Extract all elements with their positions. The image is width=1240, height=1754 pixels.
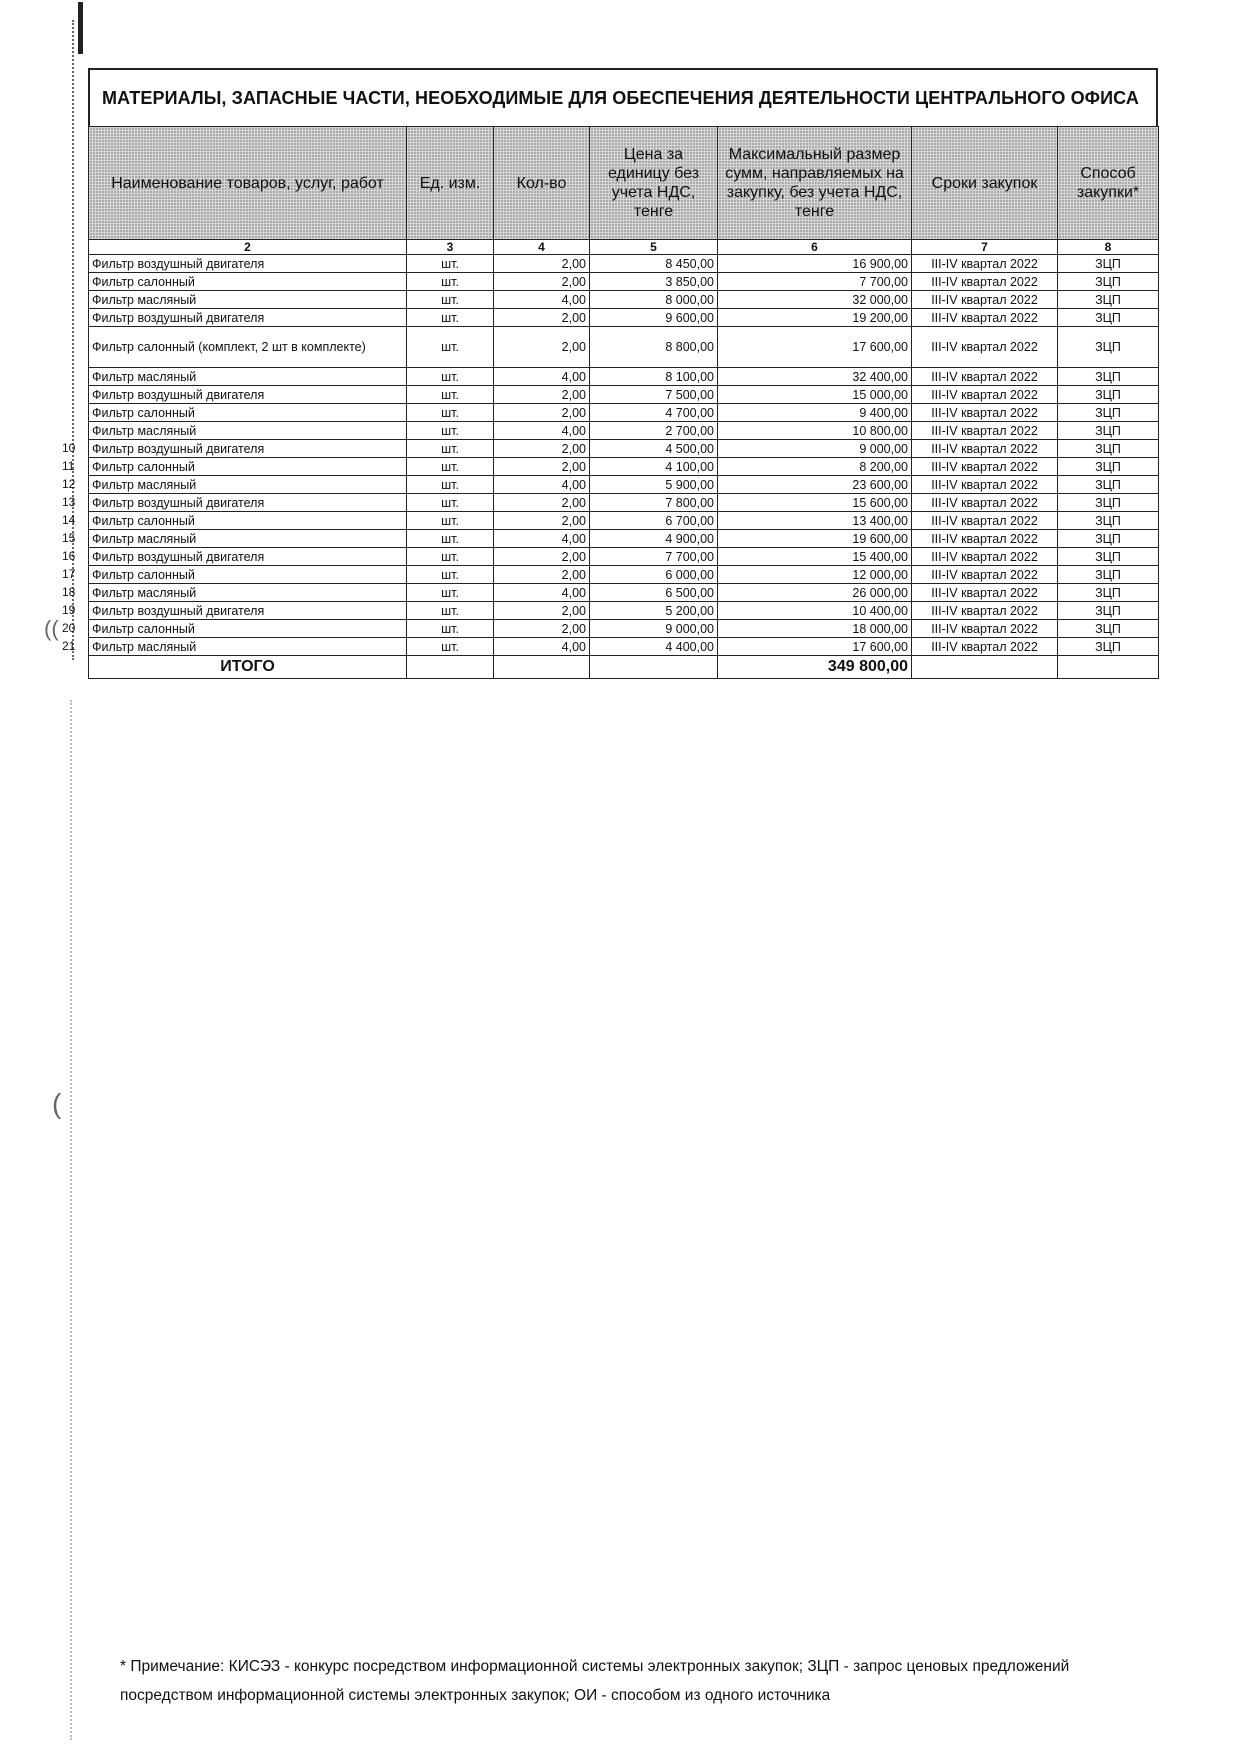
row-price: 6 500,00	[590, 584, 718, 602]
row-qty: 2,00	[494, 566, 590, 584]
row-index-margin: 11	[62, 458, 75, 473]
row-method: ЗЦП	[1058, 309, 1159, 327]
row-price: 6 000,00	[590, 566, 718, 584]
row-sum: 9 000,00	[718, 440, 912, 458]
row-sum: 18 000,00	[718, 620, 912, 638]
row-term: III-IV квартал 2022	[912, 530, 1058, 548]
row-name: Фильтр салонный	[89, 273, 407, 291]
col-number: 3	[407, 240, 494, 255]
row-index-margin: 19	[62, 602, 76, 617]
total-empty-cell	[590, 656, 718, 679]
row-qty: 4,00	[494, 584, 590, 602]
row-unit: шт.	[407, 584, 494, 602]
row-qty: 4,00	[494, 291, 590, 309]
row-name: Фильтр салонный (комплект, 2 шт в комплекте)	[89, 327, 407, 368]
procurement-table-block	[88, 68, 1158, 679]
row-sum: 15 000,00	[718, 386, 912, 404]
row-method: ЗЦП	[1058, 584, 1159, 602]
row-index-margin: 17	[62, 566, 76, 581]
table-row	[89, 386, 1159, 404]
total-sum: 349 800,00	[718, 656, 912, 679]
row-method: ЗЦП	[1058, 291, 1159, 309]
total-empty-cell	[494, 656, 590, 679]
row-name: Фильтр масляный	[89, 291, 407, 309]
row-qty: 4,00	[494, 368, 590, 386]
total-empty-cell	[912, 656, 1058, 679]
table-row	[89, 530, 1159, 548]
procurement-table	[88, 126, 1159, 679]
row-method: ЗЦП	[1058, 255, 1159, 273]
col-header-price: Цена за единицу без учета НДС, тенге	[590, 127, 718, 240]
row-qty: 2,00	[494, 458, 590, 476]
row-unit: шт.	[407, 368, 494, 386]
row-sum: 9 400,00	[718, 404, 912, 422]
table-row	[89, 458, 1159, 476]
row-price: 5 200,00	[590, 602, 718, 620]
row-method: ЗЦП	[1058, 327, 1159, 368]
row-term: III-IV квартал 2022	[912, 476, 1058, 494]
table-row	[89, 494, 1159, 512]
row-price: 4 400,00	[590, 638, 718, 656]
row-term: III-IV квартал 2022	[912, 291, 1058, 309]
row-term: III-IV квартал 2022	[912, 404, 1058, 422]
total-row	[89, 656, 1159, 679]
row-name: Фильтр воздушный двигателя	[89, 548, 407, 566]
row-unit: шт.	[407, 512, 494, 530]
scan-left-edge-lower	[70, 700, 74, 1740]
row-term: III-IV квартал 2022	[912, 602, 1058, 620]
row-sum: 16 900,00	[718, 255, 912, 273]
row-price: 4 100,00	[590, 458, 718, 476]
total-label: ИТОГО	[89, 656, 407, 679]
table-header-row	[89, 127, 1159, 240]
row-term: III-IV квартал 2022	[912, 386, 1058, 404]
row-sum: 19 200,00	[718, 309, 912, 327]
row-price: 4 700,00	[590, 404, 718, 422]
row-method: ЗЦП	[1058, 404, 1159, 422]
table-row	[89, 548, 1159, 566]
row-unit: шт.	[407, 386, 494, 404]
row-sum: 17 600,00	[718, 327, 912, 368]
footnote: * Примечание: КИСЭЗ - конкурс посредством информационной системы электронных закупок; ЗЦП - запрос ценовых предложений посредством информационной системы электронных закупок; ОИ - способом из одного источника	[120, 1658, 1070, 1704]
row-unit: шт.	[407, 494, 494, 512]
row-qty: 4,00	[494, 476, 590, 494]
row-unit: шт.	[407, 327, 494, 368]
row-qty: 2,00	[494, 309, 590, 327]
row-index-margin: 12	[62, 476, 76, 491]
col-header-qty: Кол-во	[494, 127, 590, 240]
col-header-max-sum: Максимальный размер сумм, направляемых на закупку, без учета НДС, тенге	[718, 127, 912, 240]
row-name: Фильтр масляный	[89, 476, 407, 494]
row-unit: шт.	[407, 309, 494, 327]
row-qty: 4,00	[494, 422, 590, 440]
row-method: ЗЦП	[1058, 566, 1159, 584]
row-method: ЗЦП	[1058, 368, 1159, 386]
row-name: Фильтр воздушный двигателя	[89, 602, 407, 620]
col-header-term: Сроки закупок	[912, 127, 1058, 240]
row-unit: шт.	[407, 422, 494, 440]
row-unit: шт.	[407, 566, 494, 584]
row-qty: 4,00	[494, 638, 590, 656]
col-number: 8	[1058, 240, 1159, 255]
row-unit: шт.	[407, 440, 494, 458]
table-row	[89, 638, 1159, 656]
row-term: III-IV квартал 2022	[912, 638, 1058, 656]
row-term: III-IV квартал 2022	[912, 512, 1058, 530]
table-row	[89, 309, 1159, 327]
row-name: Фильтр воздушный двигателя	[89, 309, 407, 327]
row-index-margin: 16	[62, 548, 76, 563]
row-name: Фильтр салонный	[89, 566, 407, 584]
row-method: ЗЦП	[1058, 602, 1159, 620]
row-term: III-IV квартал 2022	[912, 273, 1058, 291]
row-method: ЗЦП	[1058, 273, 1159, 291]
row-index-margin: 18	[62, 584, 76, 599]
scan-left-edge	[72, 20, 77, 660]
row-name: Фильтр масляный	[89, 368, 407, 386]
table-row	[89, 422, 1159, 440]
col-number: 2	[89, 240, 407, 255]
row-term: III-IV квартал 2022	[912, 458, 1058, 476]
row-price: 8 000,00	[590, 291, 718, 309]
table-row	[89, 566, 1159, 584]
table-row	[89, 620, 1159, 638]
row-price: 6 700,00	[590, 512, 718, 530]
table-body	[89, 255, 1159, 656]
row-term: III-IV квартал 2022	[912, 440, 1058, 458]
row-index-margin: 20	[62, 620, 76, 635]
row-unit: шт.	[407, 273, 494, 291]
row-name: Фильтр масляный	[89, 422, 407, 440]
row-name: Фильтр воздушный двигателя	[89, 494, 407, 512]
row-unit: шт.	[407, 476, 494, 494]
scan-smudge-mark: ((	[44, 616, 59, 641]
row-price: 8 100,00	[590, 368, 718, 386]
row-index-margin: 10	[62, 440, 76, 455]
row-qty: 4,00	[494, 530, 590, 548]
row-name: Фильтр масляный	[89, 584, 407, 602]
row-index-margin: 14	[62, 512, 76, 527]
row-qty: 2,00	[494, 548, 590, 566]
row-name: Фильтр воздушный двигателя	[89, 440, 407, 458]
row-unit: шт.	[407, 458, 494, 476]
row-index-margin: 13	[62, 494, 76, 509]
row-unit: шт.	[407, 291, 494, 309]
table-row	[89, 404, 1159, 422]
col-header-method: Способ закупки*	[1058, 127, 1159, 240]
row-price: 2 700,00	[590, 422, 718, 440]
row-sum: 13 400,00	[718, 512, 912, 530]
row-sum: 15 600,00	[718, 494, 912, 512]
row-method: ЗЦП	[1058, 422, 1159, 440]
row-term: III-IV квартал 2022	[912, 548, 1058, 566]
row-method: ЗЦП	[1058, 476, 1159, 494]
col-number: 4	[494, 240, 590, 255]
row-qty: 2,00	[494, 255, 590, 273]
col-header-unit: Ед. изм.	[407, 127, 494, 240]
row-price: 5 900,00	[590, 476, 718, 494]
total-empty-cell	[407, 656, 494, 679]
table-row	[89, 291, 1159, 309]
row-index-margin: 21	[62, 638, 76, 653]
table-row	[89, 602, 1159, 620]
row-sum: 12 000,00	[718, 566, 912, 584]
row-unit: шт.	[407, 548, 494, 566]
table-row	[89, 512, 1159, 530]
scan-edge-mark	[78, 2, 83, 54]
row-index-margin: 15	[62, 530, 76, 545]
table-row	[89, 327, 1159, 368]
row-term: III-IV квартал 2022	[912, 422, 1058, 440]
table-row	[89, 476, 1159, 494]
row-sum: 15 400,00	[718, 548, 912, 566]
row-unit: шт.	[407, 530, 494, 548]
row-qty: 2,00	[494, 620, 590, 638]
row-unit: шт.	[407, 404, 494, 422]
row-unit: шт.	[407, 602, 494, 620]
row-sum: 19 600,00	[718, 530, 912, 548]
row-sum: 17 600,00	[718, 638, 912, 656]
row-qty: 2,00	[494, 440, 590, 458]
row-qty: 2,00	[494, 327, 590, 368]
row-unit: шт.	[407, 638, 494, 656]
row-method: ЗЦП	[1058, 638, 1159, 656]
row-qty: 2,00	[494, 512, 590, 530]
col-number: 7	[912, 240, 1058, 255]
row-name: Фильтр масляный	[89, 638, 407, 656]
row-sum: 10 800,00	[718, 422, 912, 440]
col-number: 5	[590, 240, 718, 255]
row-term: III-IV квартал 2022	[912, 566, 1058, 584]
document-title: МАТЕРИАЛЫ, ЗАПАСНЫЕ ЧАСТИ, НЕОБХОДИМЫЕ ДЛЯ ОБЕСПЕЧЕНИЯ ДЕЯТЕЛЬНОСТИ ЦЕНТРАЛЬНОГО ОФИСА	[88, 68, 1158, 126]
row-price: 3 850,00	[590, 273, 718, 291]
row-sum: 8 200,00	[718, 458, 912, 476]
column-number-row	[89, 240, 1159, 255]
row-method: ЗЦП	[1058, 548, 1159, 566]
row-term: III-IV квартал 2022	[912, 309, 1058, 327]
row-sum: 32 400,00	[718, 368, 912, 386]
row-qty: 2,00	[494, 404, 590, 422]
row-term: III-IV квартал 2022	[912, 255, 1058, 273]
row-price: 9 000,00	[590, 620, 718, 638]
row-sum: 23 600,00	[718, 476, 912, 494]
row-unit: шт.	[407, 255, 494, 273]
row-term: III-IV квартал 2022	[912, 494, 1058, 512]
row-qty: 2,00	[494, 273, 590, 291]
row-name: Фильтр салонный	[89, 620, 407, 638]
table-row	[89, 368, 1159, 386]
row-method: ЗЦП	[1058, 620, 1159, 638]
row-method: ЗЦП	[1058, 440, 1159, 458]
row-term: III-IV квартал 2022	[912, 327, 1058, 368]
total-empty-cell	[1058, 656, 1159, 679]
col-header-name: Наименование товаров, услуг, работ	[89, 127, 407, 240]
row-price: 7 500,00	[590, 386, 718, 404]
row-unit: шт.	[407, 620, 494, 638]
row-method: ЗЦП	[1058, 494, 1159, 512]
row-name: Фильтр салонный	[89, 458, 407, 476]
row-price: 4 900,00	[590, 530, 718, 548]
row-qty: 2,00	[494, 494, 590, 512]
row-method: ЗЦП	[1058, 512, 1159, 530]
table-row	[89, 440, 1159, 458]
scan-smudge-mark: (	[52, 1088, 62, 1119]
row-price: 4 500,00	[590, 440, 718, 458]
row-term: III-IV квартал 2022	[912, 368, 1058, 386]
row-sum: 32 000,00	[718, 291, 912, 309]
col-number: 6	[718, 240, 912, 255]
row-price: 7 700,00	[590, 548, 718, 566]
table-row	[89, 255, 1159, 273]
row-name: Фильтр воздушный двигателя	[89, 386, 407, 404]
row-name: Фильтр масляный	[89, 530, 407, 548]
row-price: 8 800,00	[590, 327, 718, 368]
row-price: 9 600,00	[590, 309, 718, 327]
row-sum: 7 700,00	[718, 273, 912, 291]
row-name: Фильтр воздушный двигателя	[89, 255, 407, 273]
row-method: ЗЦП	[1058, 458, 1159, 476]
row-price: 7 800,00	[590, 494, 718, 512]
row-sum: 10 400,00	[718, 602, 912, 620]
row-term: III-IV квартал 2022	[912, 584, 1058, 602]
row-price: 8 450,00	[590, 255, 718, 273]
table-row	[89, 273, 1159, 291]
table-row	[89, 584, 1159, 602]
row-sum: 26 000,00	[718, 584, 912, 602]
row-method: ЗЦП	[1058, 386, 1159, 404]
row-qty: 2,00	[494, 386, 590, 404]
row-name: Фильтр салонный	[89, 512, 407, 530]
row-method: ЗЦП	[1058, 530, 1159, 548]
row-term: III-IV квартал 2022	[912, 620, 1058, 638]
row-name: Фильтр салонный	[89, 404, 407, 422]
row-qty: 2,00	[494, 602, 590, 620]
